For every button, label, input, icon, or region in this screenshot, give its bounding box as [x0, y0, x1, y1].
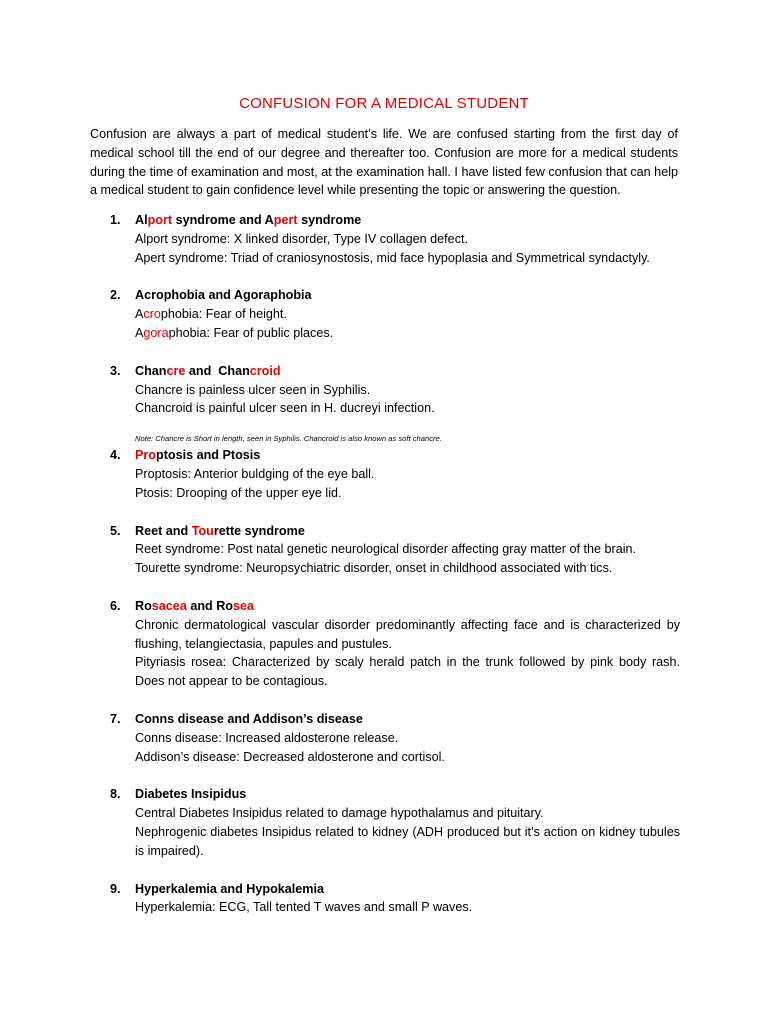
heading-highlight: pert	[273, 213, 298, 227]
item-line: Ptosis: Drooping of the upper eye lid.	[135, 485, 342, 500]
line-highlight: gora	[143, 325, 169, 340]
list-item-chancre-chancroid	[90, 362, 680, 444]
item-line	[135, 324, 680, 343]
list-item-reet-tourette	[90, 522, 680, 578]
item-heading: Acrophobia and Agoraphobia	[135, 288, 312, 303]
item-heading: Hyperkalemia and Hypokalemia	[135, 881, 324, 896]
confusion-list	[90, 211, 680, 917]
item-line: Chancre is painless ulcer seen in Syphilis.	[135, 382, 371, 397]
list-item-diabetes-insipidus	[90, 785, 680, 860]
page-title: CONFUSION FOR A MEDICAL STUDENT	[239, 95, 529, 112]
heading-part: Al	[135, 213, 148, 227]
heading-highlight: cre	[166, 363, 186, 378]
heading-highlight: sea	[233, 598, 255, 613]
heading-part: ptosis and Ptosis	[156, 448, 261, 463]
heading-part: syndrome	[297, 213, 362, 227]
item-line: Pityriasis rosea: Characterized by scaly herald patch in the trunk followed by pink body rash. Does not appear to be contagious.	[135, 655, 680, 689]
item-line: Nephrogenic diabetes Insipidus related to kidney (ADH produced but it’s action on kidney tubules is impaired).	[135, 824, 680, 858]
item-heading: Diabetes Insipidus	[135, 787, 247, 802]
heading-part: Reet and	[135, 523, 192, 538]
heading-part: rette syndrome	[213, 523, 305, 538]
list-item-proptosis-ptosis	[90, 446, 680, 502]
list-item-rosacea-rosea	[90, 597, 680, 691]
heading-highlight: sacea	[151, 598, 187, 613]
item-line: Chronic dermatological vascular disorder predominantly affecting face and is characterized by flushing, telangiectasia, papules and pustules.	[135, 617, 680, 651]
item-line: Addison’s disease: Decreased aldosterone and cortisol.	[135, 749, 445, 764]
item-number: 4.	[110, 448, 121, 463]
heading-part: and Chan	[185, 363, 250, 378]
heading-part: Ro	[135, 598, 152, 613]
item-line: Proptosis: Anterior buldging of the eye ball.	[135, 466, 375, 481]
item-number: 2.	[110, 288, 121, 303]
item-number: 5.	[110, 523, 121, 538]
item-heading	[135, 362, 680, 381]
list-item-hyperkalemia-hypokalemia	[90, 880, 680, 918]
item-number: 1.	[110, 213, 121, 227]
line-highlight: cro	[143, 307, 161, 322]
item-line: Hyperkalemia: ECG, Tall tented T waves and small P waves.	[135, 900, 473, 915]
heading-highlight: croid	[249, 363, 281, 378]
heading-highlight: Pro	[135, 448, 156, 463]
list-item-alport-apert	[90, 211, 680, 267]
item-number: 9.	[110, 881, 121, 896]
list-item-conns-addisons	[90, 710, 680, 766]
item-line: Alport syndrome: X linked disorder, Type IV collagen defect.	[135, 231, 468, 246]
item-heading	[135, 446, 680, 465]
item-heading	[135, 522, 680, 541]
item-line: Conns disease: Increased aldosterone release.	[135, 730, 399, 745]
heading-highlight: port	[147, 213, 173, 227]
item-line: Tourette syndrome: Neuropsychiatric disorder, onset in childhood associated with tics.	[135, 561, 613, 576]
heading-part: syndrome and A	[172, 213, 274, 227]
line-part: phobia: Fear of public places.	[168, 325, 334, 340]
line-part: A	[135, 307, 144, 322]
item-number: 8.	[110, 787, 121, 802]
list-item-acrophobia-agoraphobia	[90, 286, 680, 342]
item-number: 6.	[110, 598, 121, 613]
item-note: Note: Chancre is Short in length, seen in Syphilis. Chancroid is also known as soft chancre.	[135, 434, 442, 444]
line-part: phobia: Fear of height.	[160, 307, 287, 322]
item-line	[135, 305, 680, 324]
item-line: Reet syndrome: Post natal genetic neurological disorder affecting gray matter of the brain.	[135, 542, 636, 557]
intro-paragraph: Confusion are always a part of medical student’s life. We are confused starting from the first day of medical school till the end of our degree and thereafter too. Confusion are more for a medical students during the time of examination and most, at the examination hall. I have listed few confusion that can help a medical student to gain confidence level while presenting the topic or answering the question.	[90, 127, 678, 198]
item-heading	[135, 597, 680, 616]
item-line: Central Diabetes Insipidus related to damage hypothalamus and pituitary.	[135, 806, 544, 821]
item-number: 7.	[110, 711, 121, 726]
heading-highlight: Tou	[191, 523, 214, 538]
item-heading	[135, 211, 680, 230]
heading-part: and Ro	[186, 598, 234, 613]
item-line: Apert syndrome: Triad of craniosynostosis, mid face hypoplasia and Symmetrical syndactyly.	[135, 250, 650, 265]
item-heading: Conns disease and Addison’s disease	[135, 711, 363, 726]
item-line: Chancroid is painful ulcer seen in H. ducreyi infection.	[135, 401, 435, 416]
heading-part: Chan	[135, 363, 167, 378]
item-number: 3.	[110, 363, 121, 378]
line-part: A	[135, 325, 144, 340]
